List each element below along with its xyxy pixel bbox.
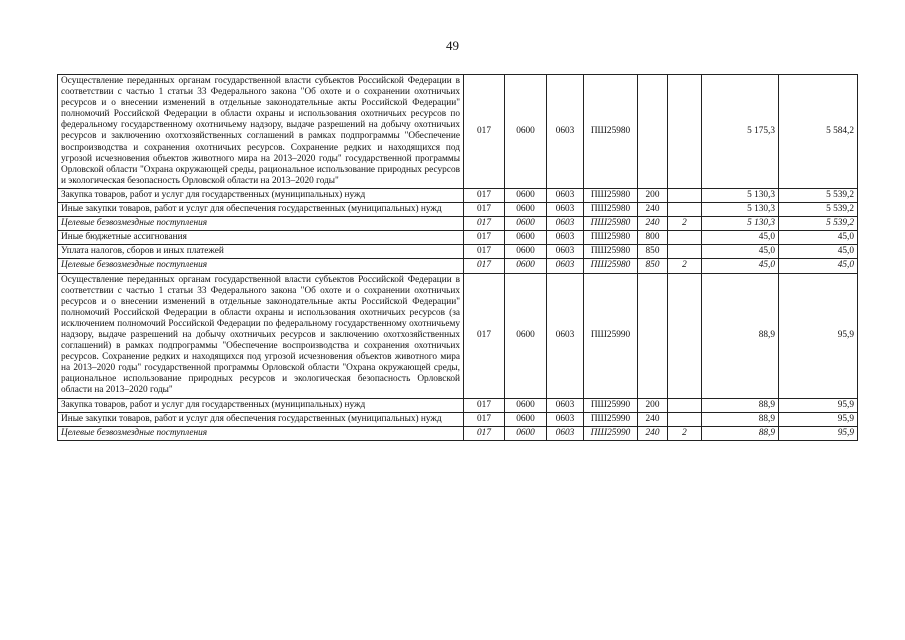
cell-amount-year2: 5 539,2 [779,203,858,217]
cell-description: Уплата налогов, сборов и иных платежей [58,245,464,259]
cell-funding-source [668,245,702,259]
cell-subsection-code: 0603 [547,188,584,202]
cell-subsection-code: 0603 [547,203,584,217]
cell-target-article: ПШ25990 [584,398,638,412]
cell-funding-source [668,203,702,217]
budget-table [57,74,858,441]
cell-description: Осуществление переданных органам государственной власти субъектов Российской Федерации в соответствии с частью 1 статьи 33 Федерального закона "Об охоте и о сохранении охотничьих ресурсов и о внесении изменений в отдельные законодательные акты Российской Федерации" полномочий Российской Федерации в области охраны и использования охотничьих ресурсов по федеральному государственному охотничьему надзору, выдаче разрешений на добычу охотничьих ресурсов и заключению охотхозяйственных соглашений в рамках подпрограммы "Обеспечение воспроизводства и сохранения охотничьих ресурсов. Сохранение редких и находящихся под угрозой исчезновения объектов животного мира на 2013–2020 годы" государственной программы Орловской области "Охрана окружающей среды, рациональное использование природных ресурсов и экологическая безопасность Орловской области на 2013–2020 годы" [58,75,464,189]
cell-amount-year1: 5 130,3 [702,203,779,217]
cell-ministry-code: 017 [464,188,505,202]
cell-section-code: 0600 [505,398,547,412]
cell-section-code: 0600 [505,75,547,189]
cell-target-article: ПШ25980 [584,245,638,259]
cell-target-article: ПШ25980 [584,231,638,245]
cell-target-article: ПШ25980 [584,188,638,202]
table-row [58,203,858,217]
cell-ministry-code: 017 [464,203,505,217]
cell-ministry-code: 017 [464,426,505,440]
cell-expense-type [638,75,668,189]
cell-description: Иные закупки товаров, работ и услуг для обеспечения государственных (муниципальных) нужд [58,412,464,426]
cell-target-article: ПШ25990 [584,273,638,398]
cell-subsection-code: 0603 [547,231,584,245]
cell-expense-type: 240 [638,217,668,231]
cell-funding-source: 2 [668,217,702,231]
cell-expense-type: 850 [638,245,668,259]
cell-ministry-code: 017 [464,217,505,231]
cell-target-article: ПШ25980 [584,75,638,189]
cell-expense-type: 200 [638,398,668,412]
table-row [58,188,858,202]
cell-expense-type: 850 [638,259,668,273]
cell-subsection-code: 0603 [547,398,584,412]
table-body [58,75,858,441]
cell-funding-source [668,273,702,398]
cell-amount-year1: 88,9 [702,426,779,440]
cell-expense-type: 800 [638,231,668,245]
cell-target-article: ПШ25980 [584,259,638,273]
cell-funding-source [668,75,702,189]
page-number: 49 [446,38,459,53]
table-row [58,273,858,398]
cell-funding-source [668,188,702,202]
cell-target-article: ПШ25980 [584,203,638,217]
cell-section-code: 0600 [505,273,547,398]
cell-amount-year1: 45,0 [702,259,779,273]
cell-amount-year2: 95,9 [779,412,858,426]
cell-section-code: 0600 [505,217,547,231]
cell-target-article: ПШ25990 [584,412,638,426]
table-row [58,412,858,426]
cell-description: Целевые безвозмездные поступления [58,259,464,273]
cell-amount-year1: 45,0 [702,245,779,259]
cell-ministry-code: 017 [464,273,505,398]
cell-description: Осуществление переданных органам государственной власти субъектов Российской Федерации в соответствии с частью 1 статьи 33 Федерального закона "Об охоте и о сохранении охотничьих ресурсов и о внесении изменений в отдельные законодательные акты Российской Федерации" полномочий Российской Федерации в области охраны и использования охотничьих ресурсов (за исключением полномочий Российской Федерации по федеральному государственному охотничьему надзору, выдаче разрешений на добычу охотничьих ресурсов и заключению охотхозяйственных соглашений) в рамках подпрограммы "Обеспечение воспроизводства и сохранения охотничьих ресурсов. Сохранение редких и находящихся под угрозой исчезновения объектов животного мира на 2013–2020 годы" государственной программы Орловской области "Охрана окружающей среды, рациональное использование природных ресурсов и экологическая безопасность Орловской области на 2013–2020 годы" [58,273,464,398]
cell-amount-year2: 95,9 [779,426,858,440]
cell-amount-year2: 45,0 [779,231,858,245]
cell-section-code: 0600 [505,245,547,259]
cell-description: Закупка товаров, работ и услуг для государственных (муниципальных) нужд [58,188,464,202]
cell-section-code: 0600 [505,231,547,245]
table-row [58,245,858,259]
cell-funding-source: 2 [668,259,702,273]
cell-subsection-code: 0603 [547,412,584,426]
cell-expense-type: 240 [638,426,668,440]
table-row [58,259,858,273]
cell-amount-year1: 5 130,3 [702,188,779,202]
cell-subsection-code: 0603 [547,273,584,398]
cell-subsection-code: 0603 [547,75,584,189]
cell-description: Целевые безвозмездные поступления [58,217,464,231]
cell-description: Целевые безвозмездные поступления [58,426,464,440]
cell-funding-source: 2 [668,426,702,440]
cell-amount-year2: 5 539,2 [779,188,858,202]
cell-target-article: ПШ25990 [584,426,638,440]
cell-ministry-code: 017 [464,259,505,273]
cell-ministry-code: 017 [464,245,505,259]
cell-amount-year2: 5 539,2 [779,217,858,231]
cell-amount-year2: 45,0 [779,245,858,259]
table-row [58,217,858,231]
cell-amount-year2: 45,0 [779,259,858,273]
cell-amount-year2: 5 584,2 [779,75,858,189]
cell-amount-year1: 88,9 [702,412,779,426]
cell-expense-type: 240 [638,412,668,426]
table-row [58,231,858,245]
cell-subsection-code: 0603 [547,217,584,231]
cell-amount-year1: 88,9 [702,398,779,412]
cell-subsection-code: 0603 [547,245,584,259]
cell-funding-source [668,412,702,426]
cell-expense-type: 240 [638,203,668,217]
cell-description: Закупка товаров, работ и услуг для государственных (муниципальных) нужд [58,398,464,412]
cell-expense-type [638,273,668,398]
cell-subsection-code: 0603 [547,259,584,273]
cell-ministry-code: 017 [464,412,505,426]
cell-amount-year1: 5 175,3 [702,75,779,189]
cell-ministry-code: 017 [464,75,505,189]
cell-amount-year2: 95,9 [779,273,858,398]
cell-funding-source [668,398,702,412]
cell-subsection-code: 0603 [547,426,584,440]
cell-section-code: 0600 [505,426,547,440]
cell-amount-year1: 88,9 [702,273,779,398]
cell-target-article: ПШ25980 [584,217,638,231]
table-row [58,426,858,440]
cell-section-code: 0600 [505,412,547,426]
cell-description: Иные бюджетные ассигнования [58,231,464,245]
cell-funding-source [668,231,702,245]
cell-amount-year2: 95,9 [779,398,858,412]
table-row [58,398,858,412]
cell-amount-year1: 5 130,3 [702,217,779,231]
cell-expense-type: 200 [638,188,668,202]
cell-ministry-code: 017 [464,231,505,245]
table-row [58,75,858,189]
cell-section-code: 0600 [505,203,547,217]
cell-section-code: 0600 [505,188,547,202]
cell-ministry-code: 017 [464,398,505,412]
cell-description: Иные закупки товаров, работ и услуг для обеспечения государственных (муниципальных) нужд [58,203,464,217]
cell-section-code: 0600 [505,259,547,273]
cell-amount-year1: 45,0 [702,231,779,245]
